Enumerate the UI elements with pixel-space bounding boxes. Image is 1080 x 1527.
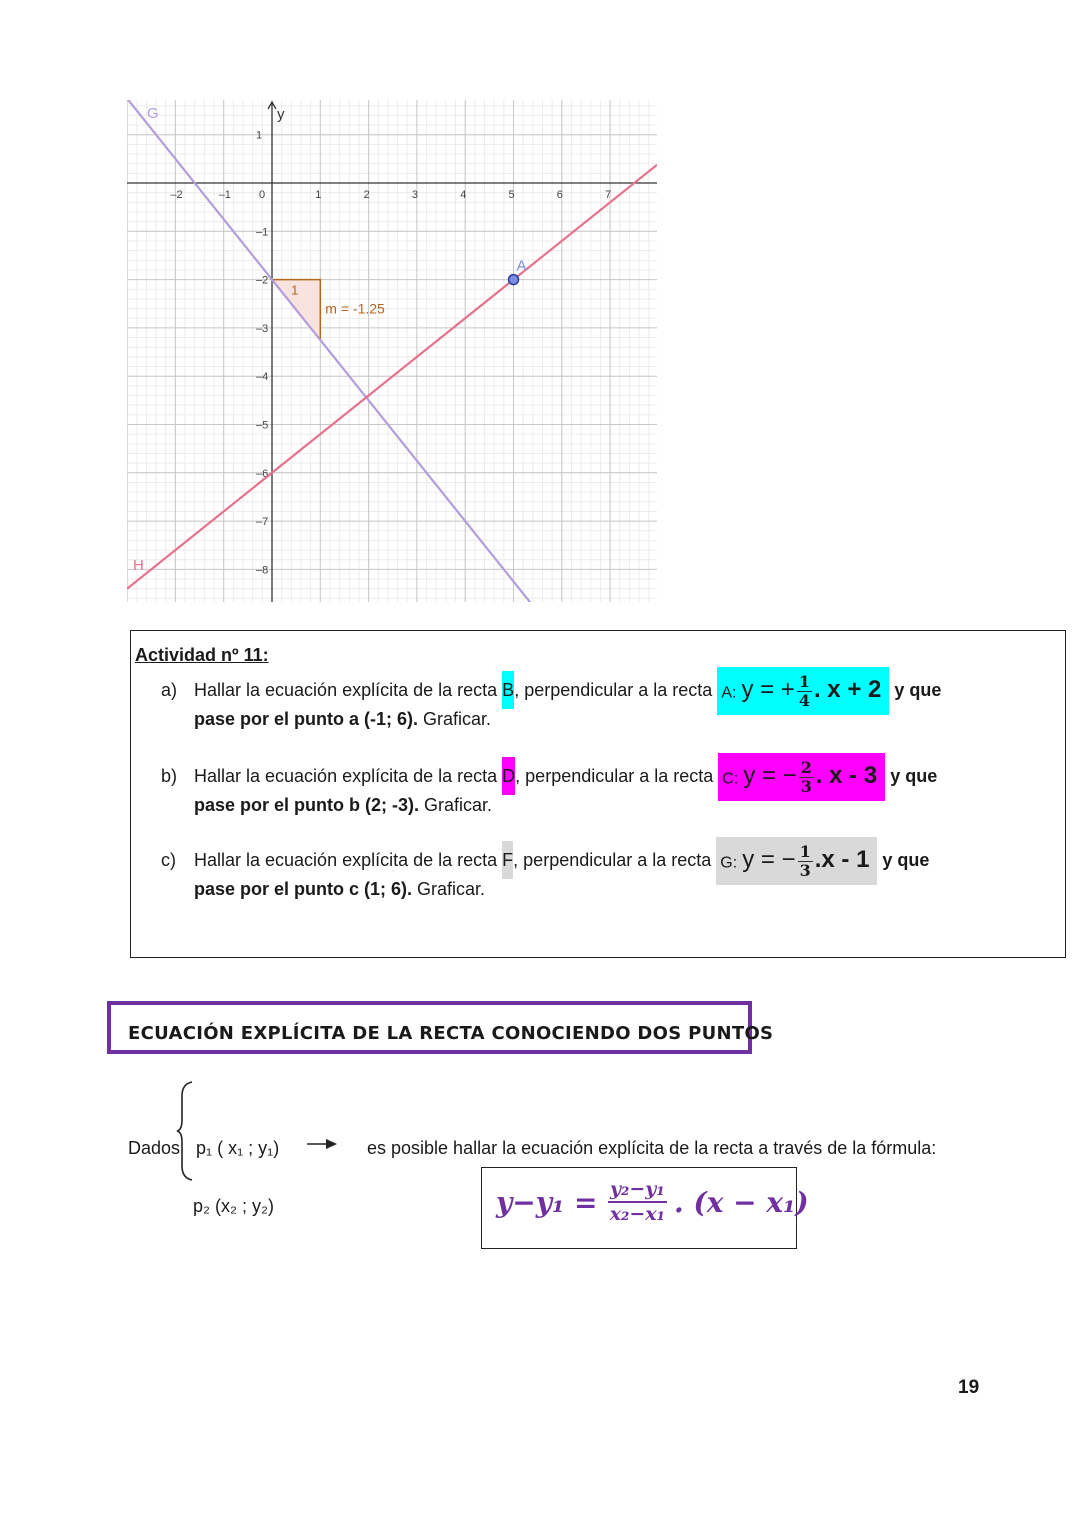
activity-title: Actividad nº 11:: [135, 645, 269, 665]
equation-c: [716, 837, 877, 885]
ref-line: C:: [722, 770, 739, 788]
item-after: y que: [877, 849, 930, 870]
eq-suffix: .x - 1: [814, 846, 870, 874]
y-tick-label: –8: [256, 564, 269, 577]
point-a-label: A: [516, 257, 527, 275]
activity-box: [130, 630, 1066, 958]
eq-fraction: [799, 759, 814, 795]
item-after: y que: [889, 679, 942, 700]
axes: [127, 102, 657, 602]
y-tick-label: –4: [256, 371, 269, 384]
item-after: y que: [885, 765, 938, 786]
slope-value-label: m = -1.25: [325, 300, 385, 317]
x-tick-label: 2: [363, 189, 370, 201]
graph-text: Graficar.: [412, 879, 486, 899]
grid: [127, 100, 657, 602]
point-2: p₂ (x₂ ; y₂): [193, 1196, 274, 1216]
eq-den: 3: [800, 776, 812, 796]
line-name-highlight: B: [502, 671, 514, 709]
item-text-mid: , perpendicular a la recta: [513, 849, 717, 870]
eq-fraction: [797, 673, 812, 709]
x-tick-label: 1: [315, 189, 322, 201]
item-text: Hallar la ecuación explícita de la recta: [194, 765, 503, 786]
y-tick-label: –5: [256, 419, 269, 432]
y-tick-label: 1: [256, 129, 263, 142]
activity-item-a: [161, 672, 942, 729]
y-axis-label: y: [277, 106, 285, 123]
y-tick-label: –6: [256, 467, 269, 480]
eq-num: 1: [799, 842, 811, 861]
line-h: [127, 165, 657, 589]
formula-fraction: [608, 1178, 667, 1226]
eq-num: 2: [800, 758, 812, 777]
item-text: Hallar la ecuación explícita de la recta: [194, 679, 503, 700]
equation-b: [718, 753, 885, 801]
x-tick-label: 6: [556, 189, 563, 201]
formula-denominator: x₂−x₁: [609, 1202, 665, 1225]
eq-prefix: y = +: [741, 676, 795, 704]
item-marker: b): [161, 765, 178, 786]
item-second-line: [194, 710, 491, 728]
ref-line: G:: [720, 854, 738, 872]
item-marker: a): [161, 679, 178, 700]
formula-box: [481, 1167, 809, 1249]
formula-numerator: y₂−y₁: [608, 1178, 667, 1203]
point-text: pase por el punto b (2; -3).: [194, 795, 420, 815]
eq-prefix: y = −: [742, 846, 796, 874]
item-text-mid: , perpendicular a la recta: [514, 679, 718, 700]
y-tick-label: –2: [256, 274, 269, 287]
item-second-line: [194, 880, 485, 898]
point-a[interactable]: [509, 275, 519, 285]
activity-item-b: [161, 758, 938, 815]
line-g: [127, 100, 657, 602]
x-tick-label: –1: [218, 189, 231, 201]
ref-line: A:: [721, 684, 737, 702]
eq-fraction: [798, 843, 813, 879]
eq-num: 1: [798, 672, 810, 691]
y-tick-label: –1: [256, 226, 269, 239]
x-tick-label: 7: [605, 189, 612, 201]
y-tick-label: –7: [256, 516, 269, 529]
line-name-highlight: F: [502, 841, 513, 879]
x-tick-label: –2: [170, 189, 183, 201]
arrow-right-icon: [306, 1136, 338, 1152]
activity-item-c: [161, 842, 930, 899]
graph-text: Graficar.: [419, 795, 493, 815]
y-tick-label: –3: [256, 322, 269, 335]
brace-icon: [176, 1080, 196, 1182]
formula-lhs: y−y₁ =: [496, 1186, 598, 1219]
point-1: p₁ ( x₁ ; y₁): [196, 1138, 280, 1158]
item-text: Hallar la ecuación explícita de la recta: [194, 849, 503, 870]
section-header-box: [107, 1001, 774, 1054]
formula-statement: es posible hallar la ecuación explícita de la recta a través de la fórmula:: [367, 1138, 937, 1158]
line-g-label: G: [147, 105, 159, 122]
item-second-line: [194, 796, 492, 814]
tick-labels: [170, 130, 611, 577]
graph-text: Graficar.: [418, 709, 492, 729]
eq-suffix: . x + 2: [813, 676, 882, 704]
x-tick-label: 0: [259, 189, 266, 201]
eq-den: 4: [798, 690, 810, 710]
equation-a: [717, 667, 889, 715]
section-title: ECUACIÓN EXPLÍCITA DE LA RECTA CONOCIENDO DOS PUNTOS: [128, 1023, 774, 1044]
item-text-mid: , perpendicular a la recta: [515, 765, 719, 786]
x-tick-label: 3: [411, 189, 419, 201]
eq-den: 3: [799, 860, 811, 880]
given-label: Dados: [128, 1138, 181, 1158]
item-marker: c): [161, 849, 176, 870]
x-tick-label: 5: [508, 189, 515, 201]
line-name-highlight: D: [502, 757, 515, 795]
point-text: pase por el punto a (-1; 6).: [194, 709, 419, 729]
line-h-label: H: [133, 557, 144, 574]
eq-suffix: . x - 3: [815, 762, 878, 790]
page-number: 19: [958, 1377, 980, 1398]
formula-rhs: . (x − x₁): [674, 1186, 809, 1219]
slope-run-label: 1: [291, 282, 299, 298]
eq-prefix: y = −: [743, 762, 797, 790]
x-tick-label: 4: [460, 189, 467, 201]
coordinate-graph: [127, 100, 657, 602]
point-text: pase por el punto c (1; 6).: [194, 879, 413, 899]
